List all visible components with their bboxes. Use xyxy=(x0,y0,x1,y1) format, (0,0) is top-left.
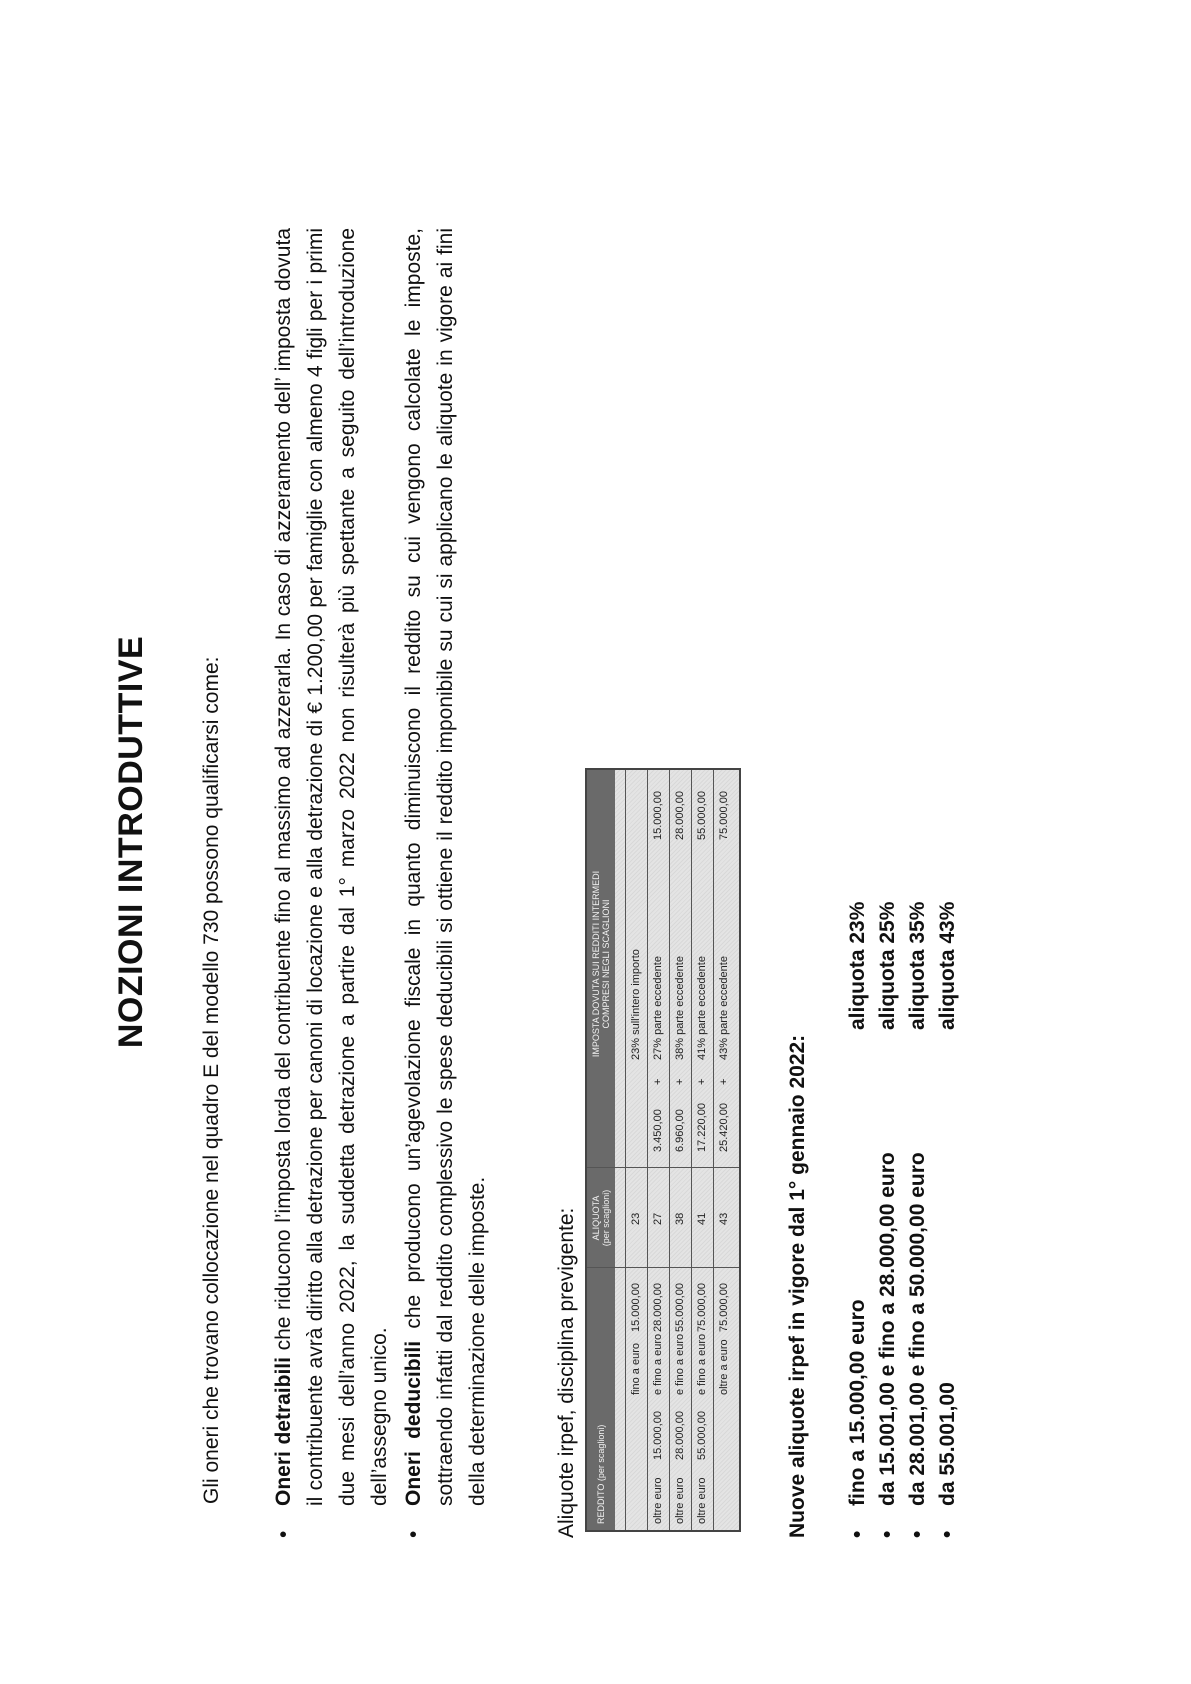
cell-plus: + xyxy=(696,1078,708,1085)
cell-to: 15.000,00 xyxy=(630,1283,642,1332)
header-aliquota-line1: ALIQUOTA xyxy=(591,1195,601,1241)
cell-from: 55.000,00 xyxy=(696,1411,708,1460)
cell-to-label: e fino a euro xyxy=(652,1333,664,1395)
oneri-list xyxy=(268,228,494,1538)
rate-range: da 55.001,00 xyxy=(936,1382,959,1506)
cell-desc: 41% parte eccedente xyxy=(696,956,708,1060)
cell-plus: + xyxy=(674,1078,686,1085)
header-aliquota xyxy=(591,1168,611,1268)
header-imposta-line2: COMPRESI NEGLI SCAGLIONI xyxy=(601,899,611,1029)
cell-rate: 38 xyxy=(674,1212,686,1225)
cell-base: 6.960,00 xyxy=(674,1109,686,1152)
cell-to-label: fino a euro xyxy=(630,1343,642,1395)
cell-rate: 43 xyxy=(718,1212,730,1225)
table-row xyxy=(713,770,736,1530)
oneri-term: Oneri deducibili xyxy=(402,1340,425,1506)
table-row xyxy=(647,770,670,1530)
aliquote-table-image xyxy=(585,768,741,1532)
cell-from-label: oltre euro xyxy=(652,1477,664,1524)
cell-from-label: oltre euro xyxy=(696,1477,708,1524)
rate-value: aliquota 23% xyxy=(846,901,869,1030)
page-title: NOZIONI INTRODUTTIVE xyxy=(112,635,150,1049)
cell-to-label: e fino a euro xyxy=(696,1333,708,1395)
cell-rate: 23 xyxy=(630,1212,642,1225)
cell-to: 28.000,00 xyxy=(652,1283,664,1332)
cell-threshold: 28.000,00 xyxy=(674,791,686,840)
oneri-text: che riducono l’imposta lorda del contribuente fino al massimo ad azzerarla. In caso di azzeramento dell’ imposta dovuta il contribuente avrà diritto alla detrazione per canoni di locazione e alla detrazione di € 1.200,00 per famiglie con almeno 4 figli per i primi due mesi dell’anno 2022, la suddetta detrazione a partire dal 1° marzo 2022 non risulterà più spettante a seguito dell’introduzione dell’assegno unico. xyxy=(272,228,391,1506)
cell-base: 17.220,00 xyxy=(696,1103,708,1152)
cell-desc: 43% parte eccedente xyxy=(718,956,730,1060)
cell-base: 3.450,00 xyxy=(652,1109,664,1152)
table-header xyxy=(587,770,615,1530)
cell-from: 15.000,00 xyxy=(652,1411,664,1460)
rate-value: aliquota 35% xyxy=(906,901,929,1030)
cell-to-label: e fino a euro xyxy=(674,1333,686,1395)
oneri-term: Oneri detraibili xyxy=(272,1357,295,1506)
rate-range: da 28.001,00 e fino a 50.000,00 euro xyxy=(906,1152,929,1506)
table-row xyxy=(669,770,692,1530)
table-row xyxy=(691,770,714,1530)
rate-value: aliquota 43% xyxy=(936,901,959,1030)
cell-threshold: 55.000,00 xyxy=(696,791,708,840)
oneri-text: che producono un’agevolazione fiscale in quanto diminuiscono il reddito su cui vengono calcolate le imposte, sottraendo infatti dal reddito complessivo le spese deducibili si ottiene il reddito imponibile su cui si applicano le aliquote in vigore ai fini della determinazione delle imposte. xyxy=(402,228,489,1506)
cell-desc: 23% sull'intero importo xyxy=(630,949,642,1060)
header-imposta xyxy=(591,770,611,1158)
cell-to: 55.000,00 xyxy=(674,1283,686,1332)
cell-plus: + xyxy=(652,1078,664,1085)
header-aliquota-line2: (per scaglioni) xyxy=(601,1189,611,1247)
table-row xyxy=(625,770,648,1530)
cell-from: 28.000,00 xyxy=(674,1411,686,1460)
cell-threshold: 75.000,00 xyxy=(718,791,730,840)
oneri-item-deducibili xyxy=(398,228,494,1538)
oneri-item-detraibili xyxy=(268,228,396,1538)
cell-from-label: oltre euro xyxy=(674,1477,686,1524)
cell-to: 75.000,00 xyxy=(718,1283,730,1332)
cell-plus: + xyxy=(718,1078,730,1085)
cell-desc: 27% parte eccedente xyxy=(652,956,664,1060)
nuove-aliquote-heading: Nuove aliquote irpef in vigore dal 1° gennaio 2022: xyxy=(786,1034,809,1538)
cell-desc: 38% parte eccedente xyxy=(674,956,686,1060)
previgente-label: Aliquote irpef, disciplina previgente: xyxy=(555,1207,578,1538)
rate-value: aliquota 25% xyxy=(876,901,899,1030)
rate-range: da 15.001,00 e fino a 28.000,00 euro xyxy=(876,1152,899,1506)
cell-rate: 41 xyxy=(696,1212,708,1225)
cell-to-label: oltre a euro xyxy=(718,1339,730,1395)
cell-threshold: 15.000,00 xyxy=(652,791,664,840)
rate-range: fino a 15.000,00 euro xyxy=(846,1299,869,1506)
cell-base: 25.420,00 xyxy=(718,1103,730,1152)
header-imposta-line1: IMPOSTA DOVUTA SUI REDDITI INTERMEDI xyxy=(591,870,601,1058)
cell-to: 75.000,00 xyxy=(696,1283,708,1332)
intro-paragraph: Gli oneri che trovano collocazione nel quadro E del modello 730 possono qualificarsi come: xyxy=(200,656,223,1504)
header-reddito: REDDITO (per scaglioni) xyxy=(596,1424,606,1524)
cell-rate: 27 xyxy=(652,1212,664,1225)
